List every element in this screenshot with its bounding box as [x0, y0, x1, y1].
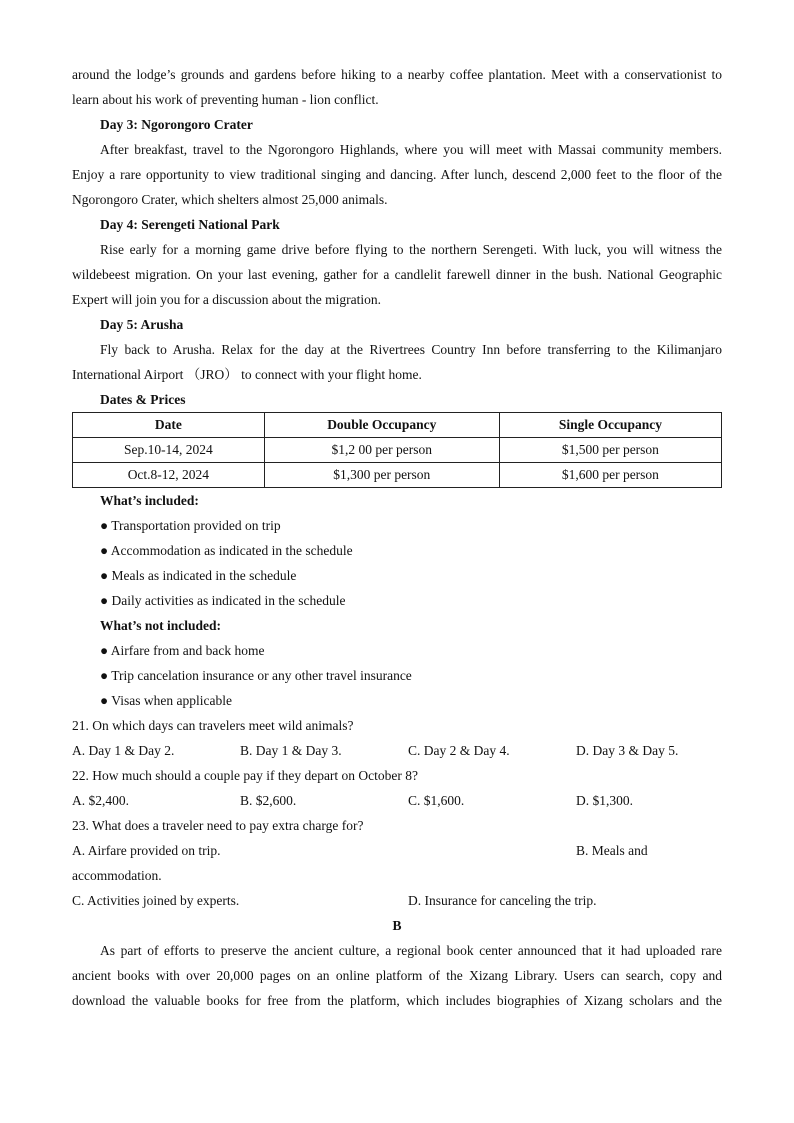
option-a: A. $2,400. [72, 793, 129, 808]
table-row [73, 463, 722, 488]
document-page [72, 62, 722, 1013]
option-c: C. Activities joined by experts. [72, 893, 240, 908]
question-21-options [72, 738, 722, 763]
included-heading: What’s included: [100, 493, 199, 508]
not-included-heading: What’s not included: [100, 618, 222, 633]
option-d: D. $1,300. [576, 793, 633, 808]
day4-line: Expert will join you for a discussion about the migration. [72, 292, 381, 307]
option-a: A. Airfare provided on trip. [72, 843, 221, 858]
table-cell: $1,600 per person [499, 463, 721, 488]
question-23-stem: 23. What does a traveler need to pay extra charge for? [72, 818, 364, 833]
option-b: B. Day 1 & Day 3. [240, 743, 342, 758]
day5-line: Fly back to Arusha. Relax for the day at the Rivertrees Country Inn before transferring to the Kilimanjaro [100, 342, 722, 357]
day5-heading: Day 5: Arusha [100, 317, 184, 332]
table-cell: Oct.8-12, 2024 [73, 463, 265, 488]
day3-line: After breakfast, travel to the Ngorongoro Highlands, where you will meet with Massai community members. [100, 142, 722, 157]
table-cell: $1,300 per person [264, 463, 499, 488]
question-21-stem: 21. On which days can travelers meet wild animals? [72, 718, 354, 733]
option-b: B. $2,600. [240, 793, 297, 808]
day3-line: Enjoy a rare opportunity to view traditional singing and dancing. After lunch, descend 2,000 feet to the floor of the [72, 167, 722, 182]
intro-line: learn about his work of preventing human - lion conflict. [72, 92, 379, 107]
option-d: D. Day 3 & Day 5. [576, 743, 679, 758]
question-22-options [72, 788, 722, 813]
included-item: ● Daily activities as indicated in the schedule [100, 593, 346, 608]
day4-line: wildebeest migration. On your last evening, gather for a candlelit farewell dinner in the bush. National Geographic [72, 267, 722, 282]
day4-heading: Day 4: Serengeti National Park [100, 217, 280, 232]
table-row [73, 438, 722, 463]
not-included-item: ● Airfare from and back home [100, 643, 265, 658]
option-c: C. Day 2 & Day 4. [408, 743, 510, 758]
section-b-line: ancient books with over 20,000 pages on an online platform of the Xizang Library. Users can search, copy and [72, 968, 722, 983]
option-a: A. Day 1 & Day 2. [72, 743, 175, 758]
not-included-item: ● Visas when applicable [100, 693, 232, 708]
table-cell: $1,500 per person [499, 438, 721, 463]
prices-table [72, 412, 722, 488]
option-b-continued: accommodation. [72, 868, 162, 883]
question-23-options-row1 [72, 838, 722, 863]
option-c: C. $1,600. [408, 793, 465, 808]
day5-line: International Airport （JRO） to connect with your flight home. [72, 367, 422, 382]
day4-line: Rise early for a morning game drive before flying to the northern Serengeti. With luck, you will witness the [100, 242, 722, 257]
day3-line: Ngorongoro Crater, which shelters almost 25,000 animals. [72, 192, 388, 207]
table-header-row [73, 413, 722, 438]
section-b-label: B [392, 918, 402, 933]
intro-line: around the lodge’s grounds and gardens before hiking to a nearby coffee plantation. Meet with a conservationist to [72, 67, 722, 82]
not-included-item: ● Trip cancelation insurance or any other travel insurance [100, 668, 412, 683]
table-header-cell: Double Occupancy [264, 413, 499, 438]
question-23-options-row2 [72, 888, 722, 913]
option-d: D. Insurance for canceling the trip. [408, 893, 597, 908]
included-item: ● Meals as indicated in the schedule [100, 568, 297, 583]
prices-heading: Dates & Prices [100, 392, 186, 407]
table-header-cell: Single Occupancy [499, 413, 721, 438]
section-b-line: As part of efforts to preserve the ancient culture, a regional book center announced that it had uploaded rare [100, 943, 722, 958]
included-item: ● Transportation provided on trip [100, 518, 281, 533]
table-cell: Sep.10-14, 2024 [73, 438, 265, 463]
table-cell: $1,2 00 per person [264, 438, 499, 463]
option-b: B. Meals and [576, 843, 648, 858]
table-header-cell: Date [73, 413, 265, 438]
section-b-line: download the valuable books for free from the platform, which includes biographies of Xizang scholars and the [72, 993, 722, 1008]
day3-heading: Day 3: Ngorongoro Crater [100, 117, 253, 132]
included-item: ● Accommodation as indicated in the schedule [100, 543, 353, 558]
question-22-stem: 22. How much should a couple pay if they depart on October 8? [72, 768, 419, 783]
